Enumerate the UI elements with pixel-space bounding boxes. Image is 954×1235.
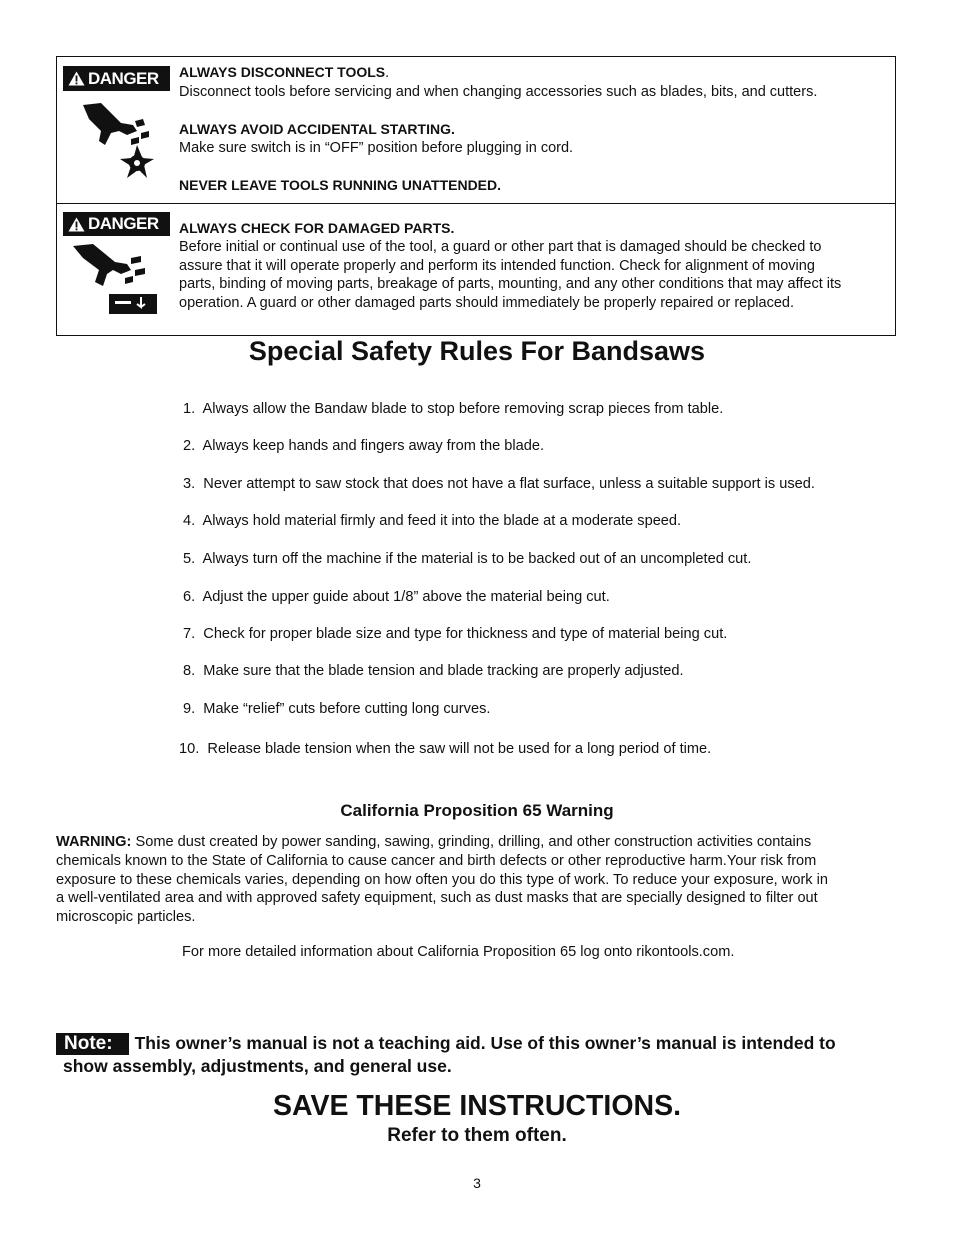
danger-badge-label: DANGER bbox=[88, 214, 159, 233]
danger-text: Make sure switch is in “OFF” position before plugging in cord. bbox=[179, 139, 574, 156]
danger-text: operation. A guard or other damaged parts should immediately be properly repaired or replaced. bbox=[179, 295, 795, 312]
danger-badge-label: DANGER bbox=[88, 68, 159, 88]
danger-heading: ALWAYS AVOID ACCIDENTAL STARTING. bbox=[179, 121, 455, 138]
hand-cutter-hazard-icon bbox=[69, 101, 159, 186]
list-item: 7. Check for proper blade size and type for thickness and type of material being cut. bbox=[183, 626, 728, 642]
warning-triangle-icon bbox=[68, 71, 85, 86]
list-item: 4. Always hold material firmly and feed it into the blade at a moderate speed. bbox=[183, 513, 682, 529]
danger-heading: ALWAYS CHECK FOR DAMAGED PARTS. bbox=[179, 220, 455, 236]
danger-text: Before initial or continual use of the tool, a guard or other part that is damaged should be checked to bbox=[179, 238, 822, 255]
danger-text: Disconnect tools before servicing and when changing accessories such as blades, bits, and cutters. bbox=[179, 83, 818, 100]
refer-subheading: Refer to them often. bbox=[387, 1125, 567, 1146]
list-item: 3. Never attempt to saw stock that does not have a flat surface, unless a suitable support is used. bbox=[183, 476, 815, 492]
page-number: 3 bbox=[473, 1175, 481, 1191]
prop65-more-info: For more detailed information about California Proposition 65 log onto rikontools.com. bbox=[182, 944, 735, 960]
list-item: 10. Release blade tension when the saw will not be used for a long period of time. bbox=[179, 741, 712, 757]
note-badge: Note: bbox=[56, 1033, 129, 1055]
danger-box-text bbox=[179, 219, 889, 313]
prop65-warning-label: WARNING: bbox=[56, 834, 132, 850]
list-item: 9. Make “relief” cuts before cutting long curves. bbox=[183, 701, 491, 717]
danger-heading: ALWAYS DISCONNECT TOOLS bbox=[179, 64, 386, 80]
list-item: 6. Adjust the upper guide about 1/8” above the material being cut. bbox=[183, 589, 610, 605]
prop65-title: California Proposition 65 Warning bbox=[340, 801, 614, 820]
save-instructions-heading: SAVE THESE INSTRUCTIONS. bbox=[272, 1090, 682, 1122]
prop65-warning-text: WARNING: Some dust created by power sanding, sawing, grinding, drilling, and other construction activities contains chemicals known to the State of California to cause cancer and birth defects or other reproductive harm.Your risk from exposure to these chemicals varies, depending on how often you do this type of work. To reduce your exposure, work in a well-ventilated area and with approved safety equipment, such as dust masks that are specially designed to filter out microscopic particles. bbox=[56, 834, 829, 926]
danger-badge bbox=[63, 66, 170, 91]
danger-box-damaged-parts bbox=[56, 203, 896, 336]
note-section: Note: This owner’s manual is not a teaching aid. Use of this owner’s manual is intended to show assembly, adjustments, and general use. bbox=[56, 1032, 901, 1078]
list-item: 2. Always keep hands and fingers away from the blade. bbox=[183, 438, 545, 454]
danger-heading: NEVER LEAVE TOOLS RUNNING UNATTENDED. bbox=[179, 177, 502, 194]
danger-box-text: ALWAYS DISCONNECT TOOLS. Disconnect tools before servicing and when changing accessories such as blades, bits, and cutters. ALWAYS AVOID ACCIDENTAL STARTING. Make sure switch is in “OFF” position before plugging in cord. NEVER LEAVE TOOLS RUNNING UNATTENDED. bbox=[179, 63, 889, 195]
hand-damaged-part-hazard-icon bbox=[69, 244, 159, 319]
list-item: 8. Make sure that the blade tension and blade tracking are properly adjusted. bbox=[183, 663, 684, 679]
list-item: 5. Always turn off the machine if the material is to be backed out of an uncompleted cut. bbox=[183, 551, 752, 567]
danger-text: parts, binding of moving parts, breakage of parts, mounting, and any other conditions that may affect its bbox=[179, 276, 842, 293]
warning-triangle-icon bbox=[68, 217, 85, 232]
danger-badge bbox=[63, 212, 170, 236]
list-item: 1. Always allow the Bandaw blade to stop before removing scrap pieces from table. bbox=[183, 401, 724, 417]
danger-text: assure that it will operate properly and perform its intended function. Check for alignment of moving bbox=[179, 257, 815, 274]
page-title: Special Safety Rules For Bandsaws bbox=[248, 336, 706, 366]
danger-box-disconnect bbox=[56, 56, 896, 204]
